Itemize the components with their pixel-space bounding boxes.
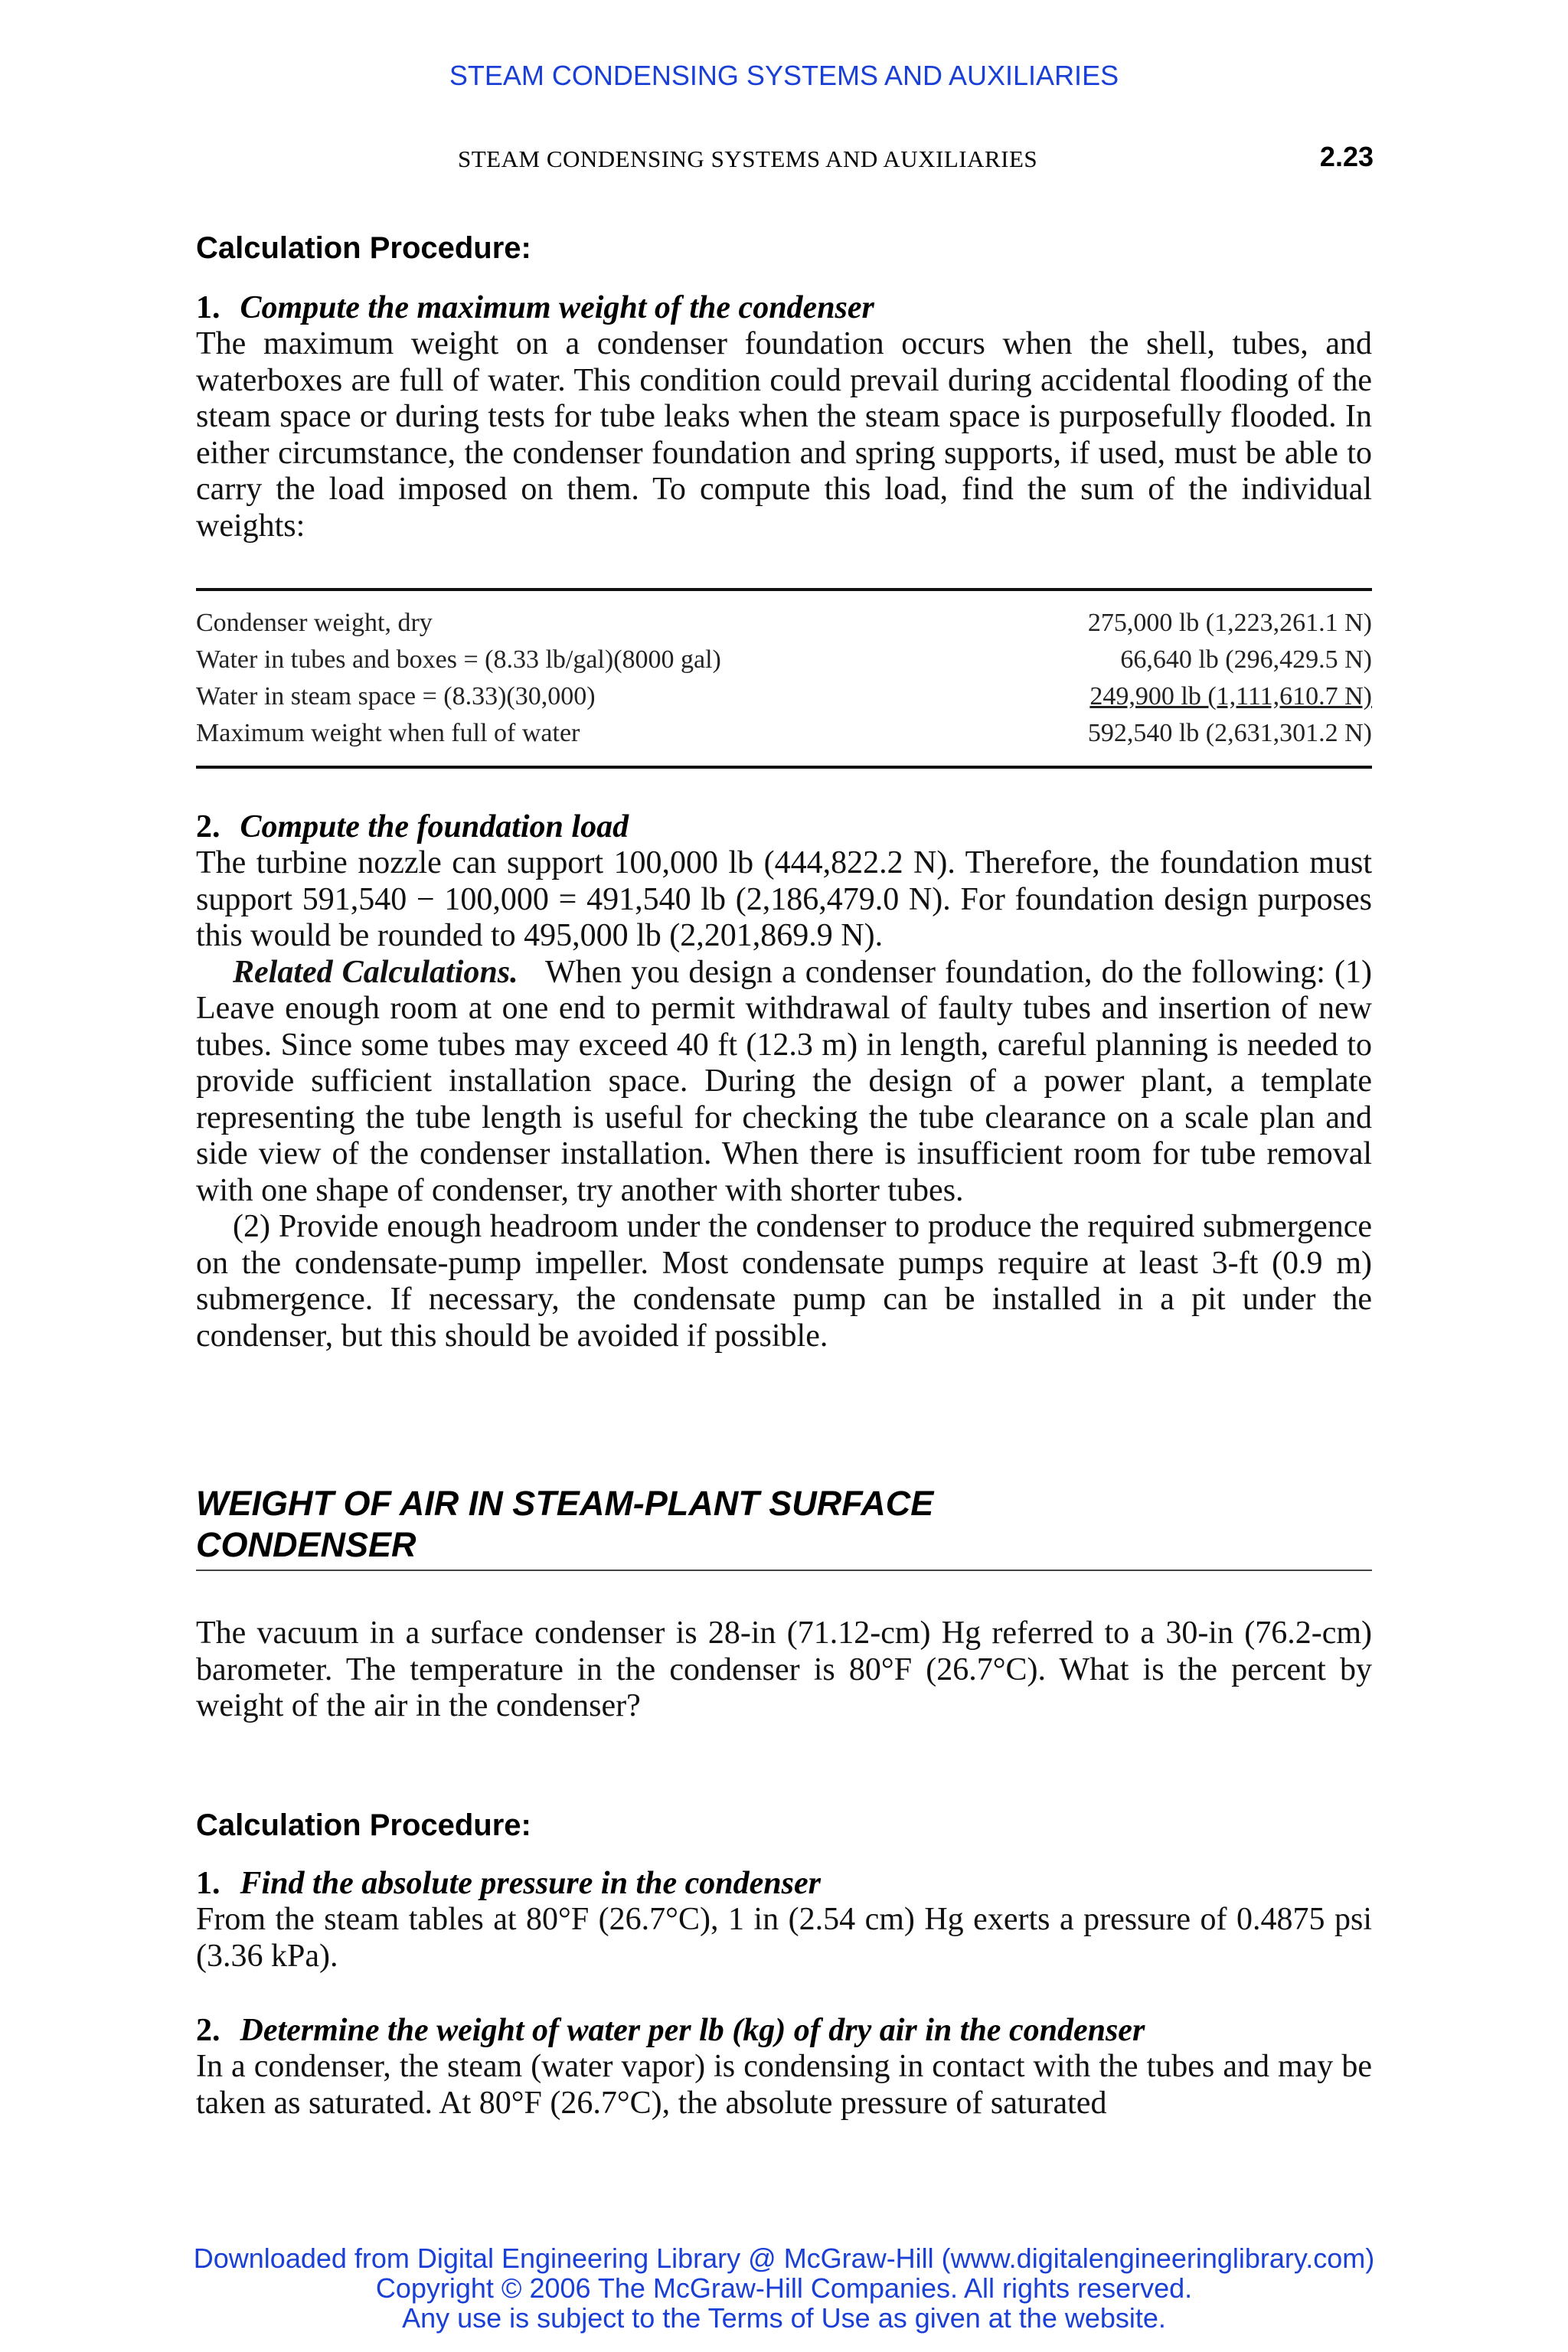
row-label: Condenser weight, dry [196,609,433,637]
related-calculations-label: Related Calculations. [233,954,518,990]
related-calculations-paragraph-2: (2) Provide enough headroom under the condenser to produce the required submergence on the condensate-pump impeller. Most condensate pumps require at least 3-ft (0.9 m) submergence. If necessary, the condensate pump can be installed in a pit under the condenser, but this should be avoided if possible. [196,1209,1372,1354]
s2-step1-paragraph [196,1902,1372,1975]
weights-table [196,588,1372,769]
table-row [196,605,1372,642]
problem-text: The vacuum in a surface condenser is 28-in (71.12-cm) Hg referred to a 30-in (76.2-cm) barometer. The temperature in the condenser is 80°F (26.7°C). What is the percent by weight of the air in the condenser? [196,1615,1372,1723]
s2-step2-number: 2. [196,2013,220,2048]
page-number: 2.23 [1319,141,1374,172]
s2-step1-number: 1. [196,1866,220,1901]
step2-block [196,808,1372,1354]
step2-title [196,808,1372,845]
footer-terms-link[interactable]: Any use is subject to the Terms of Use as given at the website. [402,2302,1166,2334]
s2-step1-text: From the steam tables at 80°F (26.7°C), 1 in (2.54 cm) Hg exerts a pressure of 0.4875 psi (3.36 kPa). [196,1902,1372,1974]
table-row [196,642,1372,678]
top-banner-link[interactable]: STEAM CONDENSING SYSTEMS AND AUXILIARIES [449,60,1119,91]
step1-title [196,289,1372,326]
s2-step1-title-text: Find the absolute pressure in the condenser [240,1866,821,1901]
step2-paragraphs [196,845,1372,1354]
s2-step2-title [196,2012,1372,2049]
step2-text: The turbine nozzle can support 100,000 lb (444,822.2 N). Therefore, the foundation must support 591,540 − 100,000 = 491,540 lb (2,186,479.0 N). For foundation design purposes this would be rounded to 495,000 lb (2,201,869.9 N). [196,845,1372,953]
row-value: 592,540 lb (2,631,301.2 N) [1087,719,1372,747]
row-label: Water in tubes and boxes = (8.33 lb/gal)(8000 gal) [196,645,721,674]
step1-text: The maximum weight on a condenser foundation occurs when the shell, tubes, and waterboxes are full of water. This condition could prevail during accidental flooding of the steam space or during tests for tube leaks when the steam space is purposefully flooded. In either circumstance, the condenser foundation and spring supports, if used, must be able to carry the load imposed on them. To compute this load, find the sum of the individual weights: [196,326,1372,544]
footer-copyright: Copyright © 2006 The McGraw-Hill Companies. All rights reserved. [375,2272,1193,2304]
row-value: 249,900 lb (1,111,610.7 N) [1089,682,1372,710]
s2-step2-paragraph [196,2049,1372,2122]
related-calculations-text: When you design a condenser foundation, do the following: (1) Leave enough room at one end to permit withdrawal of faulty tubes and insertion of new tubes. Since some tubes may exceed 40 ft (12.3 m) in length, careful planning is needed to provide sufficient installation space. During the design of a power plant, a template representing the tube length is useful for checking the tube clearance on a scale plan and side view of the condenser installation. When there is insufficient room for tube removal with one shape of condenser, try another with shorter tubes. [196,954,1372,1208]
section-title-rule [196,1570,1372,1571]
section-title-line2: CONDENSER [196,1525,416,1564]
s2-step1-block [196,1865,1372,1975]
s2-step2-block [196,2012,1372,2122]
s2-step1-title [196,1865,1372,1902]
step1-block [196,289,1372,544]
table-row [196,678,1372,715]
calc-procedure-heading-1: Calculation Procedure: [196,231,531,265]
section-title [196,1483,933,1566]
step2-title-text: Compute the foundation load [240,809,629,844]
s2-step2-title-text: Determine the weight of water per lb (kg) of dry air in the condenser [240,2013,1145,2048]
related-calculations-paragraph [196,955,1372,1210]
problem-statement [196,1615,1372,1725]
calc-procedure-heading-2: Calculation Procedure: [196,1808,531,1842]
step1-title-text: Compute the maximum weight of the condenser [240,290,874,325]
row-value: 275,000 lb (1,223,261.1 N) [1087,609,1372,637]
s2-step2-text: In a condenser, the steam (water vapor) is condensing in contact with the tubes and may be taken as saturated. At 80°F (26.7°C), the absolute pressure of saturated [196,2049,1372,2121]
section-title-line1: WEIGHT OF AIR IN STEAM-PLANT SURFACE [196,1484,934,1523]
row-value: 66,640 lb (296,429.5 N) [1120,645,1372,674]
row-label: Water in steam space = (8.33)(30,000) [196,682,596,710]
row-label: Maximum weight when full of water [196,719,580,747]
step2-number: 2. [196,809,220,844]
table-bottom-rule [196,766,1372,769]
footer [0,2243,1568,2333]
footer-download-link[interactable]: Downloaded from Digital Engineering Library @ McGraw-Hill (www.digitalengineeringlibrary.com) [193,2243,1375,2274]
running-head: STEAM CONDENSING SYSTEMS AND AUXILIARIES [458,145,1038,172]
table-row-total [196,715,1372,752]
step1-number: 1. [196,290,220,325]
step1-paragraph [196,326,1372,544]
